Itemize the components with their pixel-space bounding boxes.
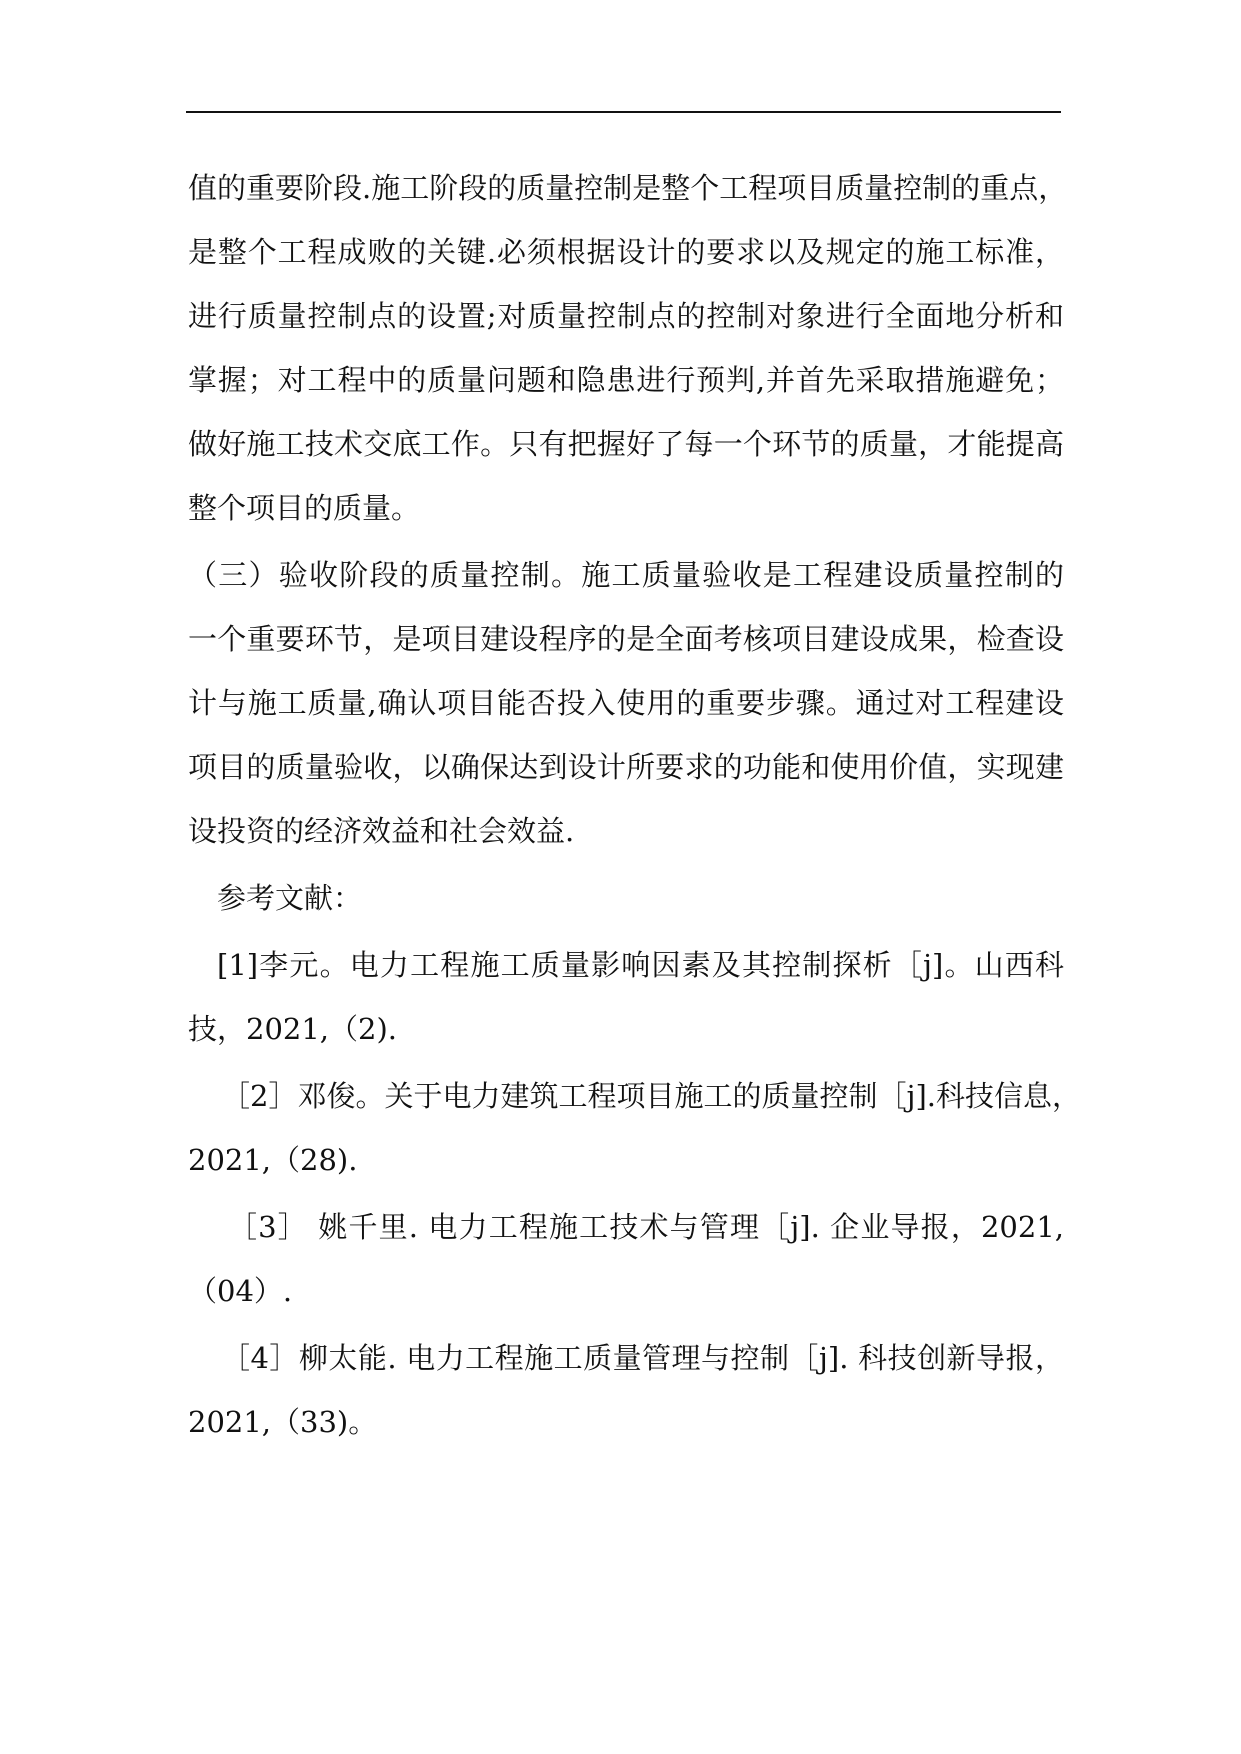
body-line: 值的重要阶段.施工阶段的质量控制是整个工程项目质量控制的重点， xyxy=(188,171,1068,205)
body-line: 一个重要环节，是项目建设程序的是全面考核项目建设成果，检查设 xyxy=(188,622,1064,656)
body-line: （三）验收阶段的质量控制。施工质量验收是工程建设质量控制的 xyxy=(188,558,1064,592)
body-line: 掌握；对工程中的质量问题和隐患进行预判,并首先采取措施避免； xyxy=(188,363,1064,397)
references-heading: 参考文献： xyxy=(217,881,363,915)
reference-entry: 2021,（33)。 xyxy=(188,1405,378,1439)
document-body xyxy=(188,156,1081,1454)
reference-entry: ［4］柳太能. 电力工程施工质量管理与控制［j]. 科技创新导报， xyxy=(221,1341,1064,1375)
reference-entry: 2021,（28). xyxy=(188,1143,358,1177)
reference-entry: [1]李元。电力工程施工质量影响因素及其控制探析［j]。山西科 xyxy=(217,948,1064,982)
reference-entry: ［2］邓俊。关于电力建筑工程项目施工的质量控制［j].科技信息， xyxy=(221,1079,1081,1113)
header-rule xyxy=(186,111,1061,113)
body-line: 做好施工技术交底工作。只有把握好了每一个环节的质量，才能提高 xyxy=(188,427,1064,461)
body-line: 整个项目的质量。 xyxy=(188,491,421,525)
reference-entry: （04）. xyxy=(188,1274,293,1308)
body-line: 是整个工程成败的关键.必须根据设计的要求以及规定的施工标准， xyxy=(188,235,1064,269)
body-line: 进行质量控制点的设置;对质量控制点的控制对象进行全面地分析和 xyxy=(188,299,1064,333)
reference-entry: 技，2021,（2). xyxy=(188,1012,398,1046)
body-line: 计与施工质量,确认项目能否投入使用的重要步骤。通过对工程建设 xyxy=(188,686,1064,720)
reference-entry: ［3］ 姚千里. 电力工程施工技术与管理［j]. 企业导报，2021, xyxy=(228,1210,1064,1244)
body-line: 设投资的经济效益和社会效益. xyxy=(188,814,575,848)
body-line: 项目的质量验收，以确保达到设计所要求的功能和使用价值，实现建 xyxy=(188,750,1064,784)
